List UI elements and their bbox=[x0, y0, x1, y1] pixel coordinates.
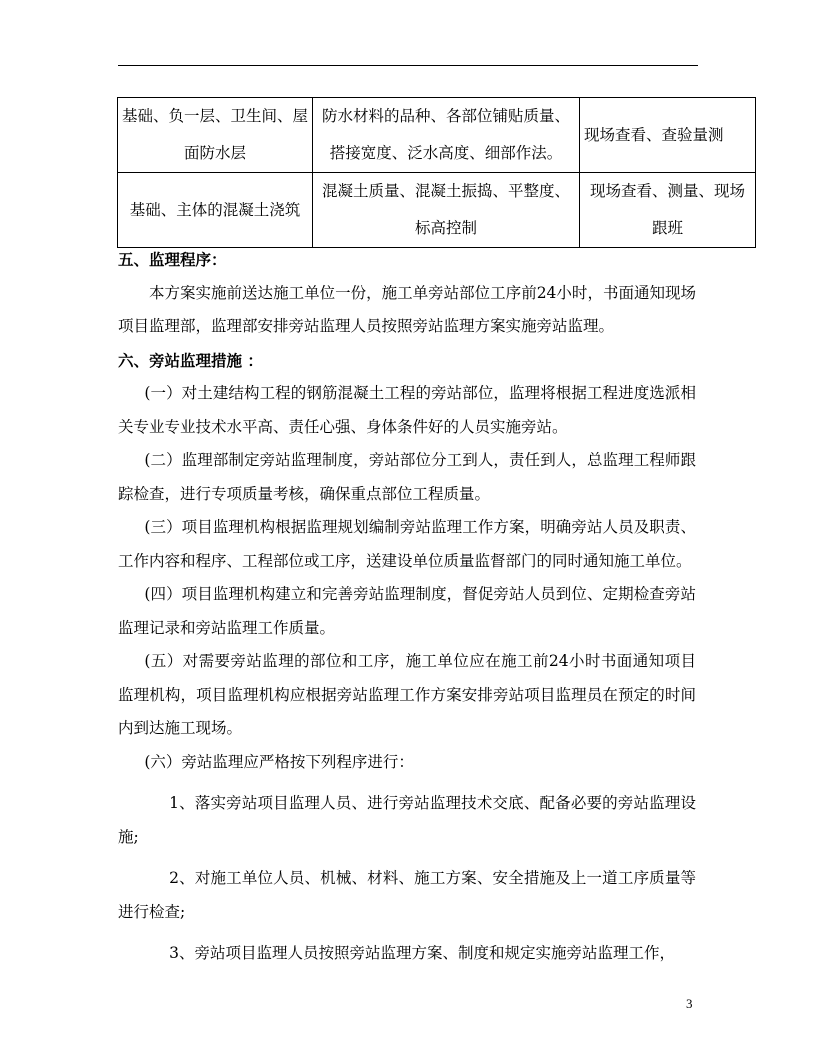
table-cell-method: 现场查看、测量、现场跟班 bbox=[580, 173, 756, 248]
table-cell-part: 基础、主体的混凝土浇筑 bbox=[118, 173, 313, 248]
table-row bbox=[118, 173, 756, 248]
list-item: (五）对需要旁站监理的部位和工序，施工单位应在施工前24小时书面通知项目监理机构，项目监理机构应根据旁站监理工作方案安排旁站项目监理员在预定的时间内到达施工现场。 bbox=[118, 652, 696, 737]
table-cell-content: 混凝土质量、混凝土振捣、平整度、标高控制 bbox=[313, 173, 580, 248]
table-row bbox=[118, 98, 756, 173]
table-cell-part: 基础、负一层、卫生间、屋面防水层 bbox=[118, 98, 313, 173]
paragraph: 本方案实施前送达施工单位一份，施工单旁站部位工序前24小时，书面通知现场项目监理部，监理部安排旁站监理人员按照旁站监理方案实施旁站监理。 bbox=[118, 283, 696, 335]
list-item: (一）对土建结构工程的钢筋混凝土工程的旁站部位，监理将根据工程进度选派相关专业专业技术水平高、责任心强、身体条件好的人员实施旁站。 bbox=[118, 384, 696, 436]
list-item: (四）项目监理机构建立和完善旁站监理制度，督促旁站人员到位、定期检查旁站监理记录和旁站监理工作质量。 bbox=[118, 585, 696, 637]
section-heading: 六、旁站监理措施 ： bbox=[118, 350, 263, 370]
inspection-table bbox=[117, 97, 756, 248]
page-number: 3 bbox=[686, 996, 693, 1011]
document-body bbox=[118, 243, 696, 971]
section-heading: 五、监理程序： bbox=[118, 250, 227, 269]
list-item: (二）监理部制定旁站监理制度，旁站部位分工到人，责任到人，总监理工程师跟踪检查，进行专项质量考核，确保重点部位工程质量。 bbox=[118, 451, 696, 503]
table-cell-content: 防水材料的品种、各部位铺贴质量、搭接宽度、泛水高度、细部作法。 bbox=[313, 98, 580, 173]
list-item: 2、对施工单位人员、机械、材料、施工方案、安全措施及上一道工序质量等进行检查; bbox=[118, 869, 696, 921]
list-item: 3、旁站项目监理人员按照旁站监理方案、制度和规定实施旁站监理工作， bbox=[169, 944, 676, 962]
table-cell-method: 现场查看、查验量测 bbox=[580, 98, 756, 173]
header-rule bbox=[118, 65, 698, 66]
list-item: (三）项目监理机构根据监理规划编制旁站监理工作方案，明确旁站人员及职责、工作内容和程序、工程部位或工序，送建设单位质量监督部门的同时通知施工单位。 bbox=[118, 518, 696, 570]
list-item: 1、落实旁站项目监理人员、进行旁站监理技术交底、配备必要的旁站监理设施; bbox=[118, 794, 696, 846]
list-item: (六）旁站监理应严格按下列程序进行： bbox=[144, 752, 414, 771]
